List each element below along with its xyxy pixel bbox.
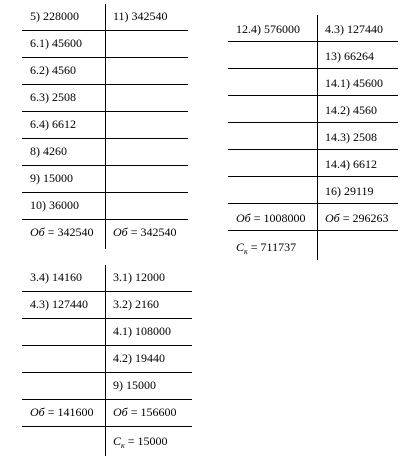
row-divider: [22, 84, 188, 85]
turnover-rule: [22, 426, 192, 427]
turnover-debit: [30, 405, 93, 419]
closing-value: = 15000: [127, 434, 168, 448]
turnover-label: Об: [113, 405, 128, 419]
row-divider: [22, 57, 188, 58]
closing-value: = 711737: [250, 240, 297, 254]
turnover-label: Об: [113, 225, 128, 239]
credit-entry: 3.1) 12000: [113, 270, 165, 284]
row-divider: [22, 111, 188, 112]
row-divider: [22, 291, 192, 292]
row-divider: [22, 372, 192, 373]
turnover-value: = 1008000: [253, 211, 306, 225]
row-divider: [228, 122, 398, 123]
debit-entry: 6.4) 6612: [30, 117, 76, 131]
turnover-credit: [113, 405, 176, 419]
row-divider: [228, 149, 398, 150]
turnover-debit: [30, 225, 93, 239]
turnover-debit: [236, 211, 305, 225]
turnover-label: Об: [236, 211, 251, 225]
row-divider: [22, 165, 188, 166]
row-divider: [228, 68, 398, 69]
row-divider: [228, 203, 398, 204]
credit-entry: 14.4) 6612: [325, 157, 377, 171]
debit-entry: 8) 4260: [30, 144, 67, 158]
debit-entry: 6.3) 2508: [30, 90, 76, 104]
turnover-value: = 342540: [130, 225, 177, 239]
turnover-label: Об: [325, 211, 340, 225]
t-account-divider: [105, 4, 106, 249]
row-divider: [22, 345, 192, 346]
credit-entry: 11) 342540: [113, 9, 168, 23]
closing-label: С: [113, 434, 122, 448]
t-account-divider: [105, 265, 106, 456]
row-divider: [22, 219, 188, 220]
row-divider: [228, 95, 398, 96]
turnover-label: Об: [30, 225, 45, 239]
debit-entry: 4.3) 127440: [30, 297, 88, 311]
turnover-value: = 342540: [47, 225, 94, 239]
closing-balance: [236, 240, 296, 259]
t-account-b: [228, 15, 398, 260]
credit-entry: 14.2) 4560: [325, 103, 377, 117]
turnover-credit: [325, 211, 388, 225]
row-divider: [22, 399, 192, 400]
row-divider: [22, 30, 188, 31]
closing-label: С: [236, 240, 245, 254]
t-account-a: [22, 4, 188, 249]
turnover-value: = 156600: [130, 405, 177, 419]
row-divider: [228, 41, 398, 42]
turnover-credit: [113, 225, 176, 239]
t-account-c: [22, 265, 192, 456]
credit-entry: 4.1) 108000: [113, 324, 171, 338]
row-divider: [22, 318, 192, 319]
turnover-label: Об: [30, 405, 45, 419]
credit-entry: 4.2) 19440: [113, 351, 165, 365]
closing-subscript: к: [121, 441, 125, 450]
turnover-value: = 141600: [47, 405, 94, 419]
t-account-divider: [317, 15, 318, 260]
credit-entry: 3.2) 2160: [113, 297, 159, 311]
credit-entry: 14.3) 2508: [325, 130, 377, 144]
row-divider: [22, 192, 188, 193]
closing-balance: [113, 434, 168, 453]
turnover-value: = 296263: [342, 211, 389, 225]
debit-entry: 5) 228000: [30, 9, 79, 23]
credit-entry: 9) 15000: [113, 378, 156, 392]
debit-entry: 10) 36000: [30, 198, 79, 212]
closing-subscript: к: [244, 247, 248, 256]
turnover-rule: [228, 230, 398, 231]
credit-entry: 13) 66264: [325, 49, 374, 63]
debit-entry: 12.4) 576000: [236, 22, 300, 36]
debit-entry: 9) 15000: [30, 171, 73, 185]
credit-entry: 4.3) 127440: [325, 22, 383, 36]
row-divider: [22, 138, 188, 139]
credit-entry: 16) 29119: [325, 184, 374, 198]
debit-entry: 6.1) 45600: [30, 36, 82, 50]
debit-entry: 3.4) 14160: [30, 270, 82, 284]
row-divider: [228, 176, 398, 177]
credit-entry: 14.1) 45600: [325, 76, 383, 90]
debit-entry: 6.2) 4560: [30, 63, 76, 77]
